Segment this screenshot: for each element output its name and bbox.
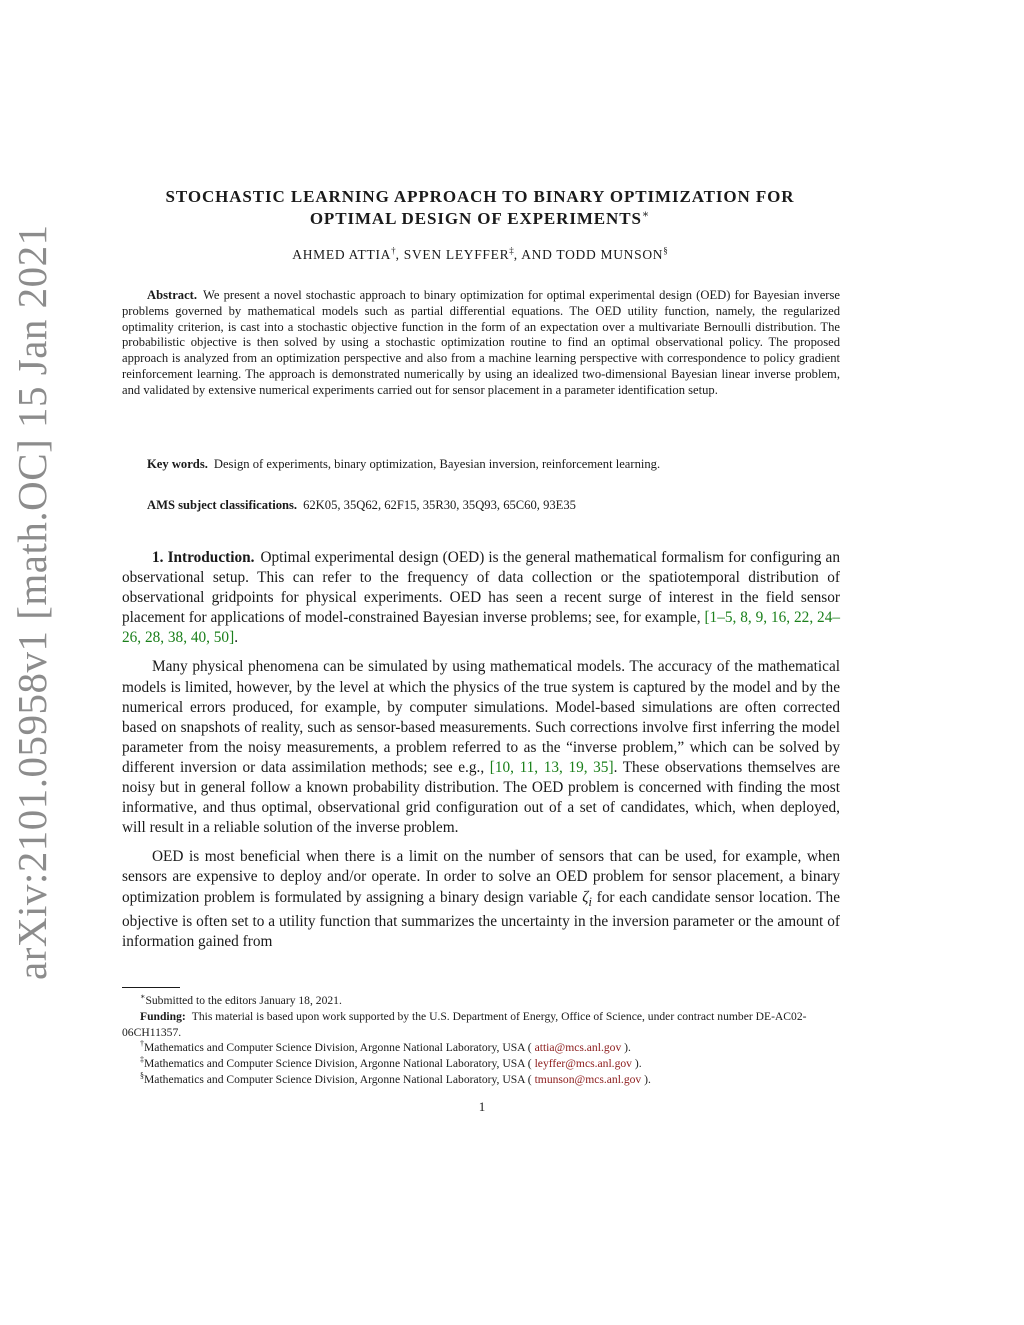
intro-paragraph-1 [122,548,840,648]
footnote-divider [122,987,180,988]
intro-paragraph-2 [122,657,840,838]
abstract-text: We present a novel stochastic approach to binary optimization for optimal experimental design (OED) for Bayesian inverse problems governed by mathematical models such as partial differential equations. The OED utility function, namely, the regularized optimality criterion, is cast into a stochastic objective function in the form of an expectation over a multivariate Bernoulli distribution. The probabilistic objective is then solved by using a stochastic optimization routine to find an optimal observational policy. The proposed approach is analyzed from an optimization perspective and also from a machine learning perspective with correspondence to policy gradient reinforcement learning. The approach is demonstrated numerically by using an idealized two-dimensional Bayesian linear inverse problem, and validated by extensive numerical experiments carried out for sensor placement in a parameter identification setup. [122,288,840,397]
keywords-text: Design of experiments, binary optimization, Bayesian inversion, reinforcement learning. [213,457,661,471]
footnote-mark: † [140,1039,144,1049]
abstract-label: Abstract. [147,288,198,302]
funding-label: Funding: [140,1009,186,1023]
ams-classifications [147,497,840,513]
citation-link[interactable]: [1–5, 8, 9, 16, 22, 24–26, 28, 38, 40, 50] [122,609,840,647]
title-line-2-text: OPTIMAL DESIGN OF EXPERIMENTS [309,209,642,228]
footnote-affiliation-leyffer [122,1056,840,1072]
author-3: , AND TODD MUNSON [513,247,664,262]
intro-p3-text-a: OED is most beneficial when there is a limit on the number of sensors that can be used, for example, when sensors are expensive to deploy and/or operate. In order to solve an OED problem for sensor placement, a binary optimization problem is formulated by assigning a binary design variable [122,848,840,906]
keywords-label: Key words. [147,457,208,471]
ams-text: 62K05, 35Q62, 62F15, 35R30, 35Q93, 65C60, 93E35 [303,498,576,512]
affiliation-text: Mathematics and Computer Science Division, Argonne National Laboratory, USA ( [144,1041,535,1055]
intro-p2-text: Many physical phenomena can be simulated by using mathematical models. The accuracy of the mathematical models is limited, however, by the level at which the physics of the true system is captured by the model and by the numerical errors produced, for example, by computer simulations. Model-based simulations are often corrected based on snapshots of reality, such as sensor-based measurements. Such corrections involve first inferring the model parameter from the noisy measurements, a problem referred to as the “inverse problem,” which can be solved by different inversion or data assimilation methods; see e.g., [122,658,840,776]
intro-p2-end: . These observations themselves are noisy but in general follow a known probability distribution. The OED problem is concerned with finding the most informative, and thus optimal, observational grid configuration out of a set of candidates, which, when deployed, will result in a reliable solution of the inverse problem. [122,758,840,837]
footnote-affiliation-munson [122,1072,840,1088]
introduction-section [122,548,840,961]
section-heading: 1. Introduction. [152,549,255,566]
affiliation-close: ). [631,1057,642,1071]
intro-paragraph-3 [122,847,840,952]
email-link[interactable]: tmunson@mcs.anl.gov [534,1072,642,1086]
paper-title [120,186,840,230]
footnote-affiliation-attia [122,1040,840,1056]
affiliation-text: Mathematics and Computer Science Division, Argonne National Laboratory, USA ( [144,1057,535,1071]
author-1: AHMED ATTIA [292,247,392,262]
citation-link[interactable]: [10, 11, 13, 19, 35] [489,758,614,776]
arxiv-stamp: arXiv:2101.05958v1 [math.OC] 15 Jan 2021 [9,224,55,980]
footnote-funding [122,1009,840,1041]
affiliation-close: ). [621,1041,631,1055]
email-link[interactable]: attia@mcs.anl.gov [534,1041,622,1055]
design-variable-subscript: i [588,894,592,909]
affiliation-text: Mathematics and Computer Science Division, Argonne National Laboratory, USA ( [144,1072,535,1086]
design-variable-letter: ζ [582,888,589,906]
email-link[interactable]: leyffer@mcs.anl.gov [534,1057,632,1071]
author-3-mark: § [663,245,668,256]
ams-label: AMS subject classifications. [147,498,298,512]
author-2-mark: ‡ [509,245,514,256]
abstract [122,288,840,399]
author-1-mark: † [391,245,396,256]
title-footnote-mark: ∗ [641,208,651,221]
footnote-submitted [122,993,840,1009]
author-2: , SVEN LEYFFER [395,247,510,262]
intro-p1-end: . [234,629,239,647]
author-list [120,247,840,263]
intro-p1-text: Optimal experimental design (OED) is the general mathematical formalism for configuring an observational setup. This can refer to the frequency of data collection or the spatiotemporal distribution of observational gridpoints for physical experiments. OED has seen a recent surge of interest in the field sensor placement for applications of model-constrained Bayesian inverse problems; see, for example, [122,549,840,627]
footnote-text: Submitted to the editors January 18, 2021. [145,994,342,1007]
page-number: 1 [478,1099,486,1114]
affiliation-close: ). [641,1072,651,1086]
keywords [147,456,840,472]
footnotes [122,993,840,1088]
title-line-2 [120,208,840,230]
footnote-mark: § [140,1071,144,1081]
design-variable-symbol [582,888,592,909]
title-line-1: STOCHASTIC LEARNING APPROACH TO BINARY OPTIMIZATION FOR [165,187,795,206]
funding-text: This material is based upon work supported by the U.S. Department of Energy, Office of Science, under contract number DE-AC02-06CH11357. [122,1009,807,1039]
footnote-mark: ∗ [140,992,146,1002]
intro-p3-text-b: for each candidate sensor location. The objective is often set to a utility function that summarizes the uncertainty in the inversion parameter or the amount of information gained from [122,888,840,950]
footnote-mark: ‡ [140,1055,144,1065]
